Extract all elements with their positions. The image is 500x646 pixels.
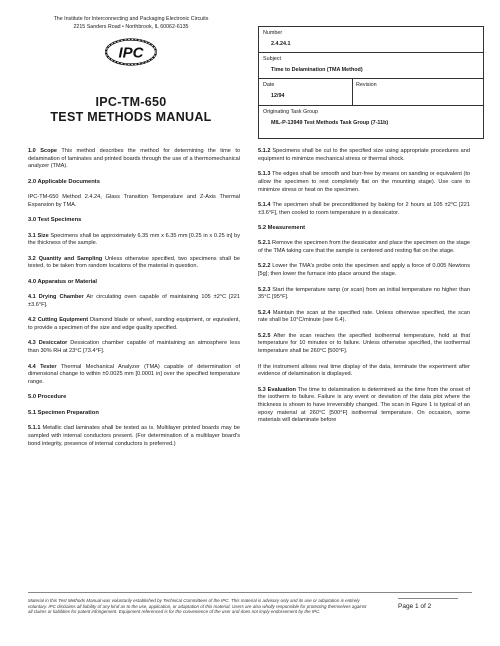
section-body: Remove the specimen from the dessicator and place the specimen on the stage of the TMA taking care that the sample is centered and resting flat on the stage. — [258, 240, 470, 255]
section-body: This method describes the method for determining the time to delamination of laminates and printed boards through the use of a thermomechanical analyzer (TMA). — [28, 148, 241, 170]
page-number: Page 1 of 2 — [398, 603, 432, 610]
section-body: Lower the TMA's probe onto the specimen and apply a force of 0.005 Newtons [5g]; then lower the furnace into place around the stage. — [258, 263, 470, 278]
section-3-1 — [28, 233, 240, 248]
section-5-1-heading: 5.1 Specimen Preparation — [28, 409, 99, 416]
section-heading: 4.1 Drying Chamber — [28, 294, 84, 301]
section-heading: 5.2.1 — [258, 240, 271, 247]
document-title — [20, 95, 242, 125]
section-heading: 5.2.3 — [258, 286, 271, 293]
section-body: Unless otherwise specified, two specimens shall be tested, to be taken from random locations of the material in question. — [28, 255, 240, 270]
section-5-2-5 — [258, 333, 470, 356]
section-body: Specimens shall be cut to the specified size using appropriate procedures and equipment to minimize mechanical stress or thermal shock. — [258, 148, 470, 162]
section-5-2-heading: 5.2 Measurement — [258, 224, 306, 231]
section-heading: 4.3 Desiccator — [28, 340, 68, 347]
document-number-title: IPC-TM-650 — [95, 95, 167, 109]
section-4-3 — [28, 340, 240, 355]
section-heading: 4.4 Tester — [28, 363, 57, 370]
task-group-label: Originating Task Group — [263, 109, 319, 115]
number-label: Number — [263, 30, 283, 36]
section-heading: 3.1 Size — [28, 232, 49, 239]
section-4-4 — [28, 364, 240, 387]
subject-row — [259, 53, 483, 79]
revision-label: Revision — [356, 82, 377, 88]
section-body: The time to delamination is determined as the time from the onset of the isotherm to failure. Failure is any event or deviation of the data plot where the thickness is shown to have irreversibly changed. The scan in Figure 1 is typical of an epoxy material at 260°C [500°F] isothermal temperature. On occasion, some materials will delaminate before — [258, 386, 470, 424]
section-4-2 — [28, 317, 240, 332]
date-value: 12/94 — [271, 93, 285, 99]
section-body: The specimen shall be preconditioned by baking for 2 hours at 105 ±2°C [221 ±3.6°F], then cooled to room temperature in a dessicator. — [258, 201, 470, 216]
number-value: 2.4.24.1 — [271, 41, 291, 47]
organization-address: 2215 Sanders Road • Northbrook, IL 60062-6135 — [73, 23, 189, 30]
section-5-1-2 — [258, 148, 470, 163]
footer-disclaimer: Material in this Test Methods Manual was voluntarily established by Technical Committees of the IPC. This material is advisory only and its use or adaptation is entirely voluntary. IPC disclaims all liability of any kind as to the use, application, or adaptation of this material. Users are also wholly responsible for protecting themselves against all claims or liabilities for patent infringement. Equipment referenced is for the convenience of the user and does not imply endorsement by the IPC. — [28, 598, 367, 615]
section-body: Thermal Mechanical Analyzer (TMA) capable of determination of dimensional change to within ±0.0025 mm [0.0001 in] over the specified temperature range. — [28, 363, 241, 385]
section-5-heading: 5.0 Procedure — [28, 394, 67, 401]
ipc-logo — [105, 38, 157, 66]
section-5-2-5-note: If the instrument allows real time display of the data, terminate the experiment after evidence of delamination is displayed. — [258, 363, 470, 378]
section-heading: 4.2 Cutting Equipment — [28, 317, 89, 324]
footer-divider — [28, 592, 472, 593]
section-heading: 1.0 Scope — [28, 148, 58, 154]
section-body: Dessication chamber capable of maintaining an atmosphere less than 30% RH at 23°C [73.4°F]. — [28, 340, 240, 355]
date-label: Date — [263, 82, 275, 88]
organization-name: The Institute for Interconnecting and Packaging Electronic Circuits — [53, 16, 209, 22]
section-body: Metallic clad laminates shall be tested as is. Multilayer printed boards may be sampled with internal conductors present. (For determination of a multilayer board's bond integrity, presence of internal conductors is preferred.) — [28, 425, 240, 447]
section-heading: 3.2 Quantity and Sampling — [28, 255, 103, 262]
left-column — [28, 148, 240, 456]
section-5-2-1 — [258, 240, 470, 255]
section-body: Diamond blade or wheel, sanding equipment, or equivalent, to provide a specimen of the size and edge quality specified. — [28, 317, 240, 332]
section-heading: 5.1.1 — [28, 425, 41, 432]
section-body: Air circulating oven capable of maintaining 105 ±2°C [221 ±3.6°F]. — [28, 294, 240, 308]
section-heading: 5.2.5 — [258, 332, 271, 339]
section-body: Specimens shall be approximately 6.35 mm x 6.35 mm [0.25 in x 0.25 in] by the thickness of the sample. — [28, 232, 241, 247]
section-heading: 5.1.4 — [258, 201, 271, 208]
section-2-heading: 2.0 Applicable Documents — [28, 178, 100, 185]
section-5-2-2 — [258, 263, 470, 278]
section-heading: 5.2.2 — [258, 263, 271, 270]
section-5-1-4 — [258, 202, 470, 217]
section-1-scope — [28, 148, 240, 171]
section-2-body: IPC-TM-650 Method 2.4.24, Glass Transition Temperature and Z-Axis Thermal Expansion by TMA. — [28, 194, 240, 208]
section-5-1-3 — [258, 171, 470, 194]
section-4-heading: 4.0 Apparatus or Material — [28, 278, 98, 285]
section-body: Maintain the scan at the specified rate. Unless otherwise specified, the scan rate shall be 10°C/minute (see 6.4). — [258, 309, 470, 324]
subject-value: Time to Delamination (TMA Method) — [271, 67, 363, 73]
section-body: After the scan reaches the specified isothermal temperature, hold at that temperature for 10 minutes or to failure. Unless otherwise specified, the isothermal temperature shall be 260°C [500°F]. — [258, 332, 470, 355]
section-3-2 — [28, 256, 240, 271]
organization-header — [20, 16, 242, 31]
document-info-box — [258, 26, 484, 139]
section-5-1-1 — [28, 425, 240, 448]
section-heading: 5.3 Evaluation — [258, 386, 296, 393]
section-4-1 — [28, 294, 240, 309]
manual-title: TEST METHODS MANUAL — [50, 110, 212, 124]
section-5-2-3 — [258, 287, 470, 302]
subject-label: Subject — [263, 56, 281, 62]
number-row — [259, 27, 483, 53]
date-revision-row — [259, 79, 483, 106]
section-heading: 5.1.3 — [258, 171, 271, 178]
right-column — [258, 148, 470, 433]
section-5-2-4 — [258, 310, 470, 325]
section-body: The edges shall be smooth and burr-free by means on sanding or equivalent (to allow the specimen to rest completely flat on the mounting stage). Use care to minimize stress or heat on the specimen. — [258, 171, 471, 193]
section-3-heading: 3.0 Test Specimens — [28, 217, 82, 224]
section-heading: 5.2.4 — [258, 309, 271, 316]
row-divider — [352, 79, 353, 105]
section-body: Start the temperature ramp (or scan) from an initial temperature no higher than 35°C [95°F]. — [258, 286, 470, 301]
section-heading: 5.1.2 — [258, 148, 271, 154]
page-number-divider — [398, 598, 458, 599]
task-group-value: MIL-P-13949 Test Methods Task Group (7-11b) — [271, 120, 389, 126]
task-group-row — [259, 106, 483, 139]
logo-lettering: IPC — [118, 44, 144, 62]
section-5-3 — [258, 387, 470, 426]
